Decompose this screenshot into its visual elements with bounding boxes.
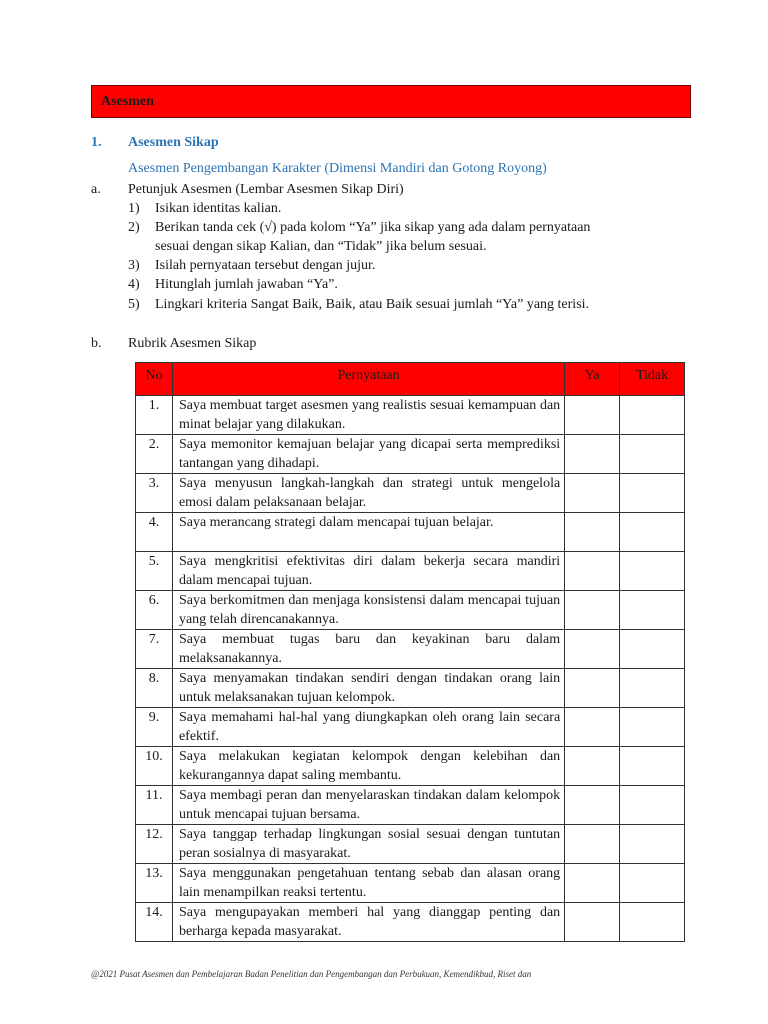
step-text: Isilah pernyataan tersebut dengan jujur.	[155, 258, 376, 273]
no-checkbox-cell[interactable]	[620, 747, 685, 786]
row-number: 10.	[136, 747, 173, 786]
step-text: Isikan identitas kalian.	[155, 201, 282, 216]
no-checkbox-cell[interactable]	[620, 591, 685, 630]
yes-checkbox-cell[interactable]	[565, 552, 620, 591]
yes-checkbox-cell[interactable]	[565, 786, 620, 825]
table-row	[136, 747, 685, 786]
table-row	[136, 396, 685, 435]
no-checkbox-cell[interactable]	[620, 474, 685, 513]
row-number: 4.	[136, 513, 173, 552]
table-row	[136, 591, 685, 630]
header-statement: Pernyataan	[172, 363, 564, 396]
row-statement: Saya memahami hal-hal yang diungkapkan oleh orang lain secara efektif.	[172, 708, 564, 747]
row-number: 13.	[136, 864, 173, 903]
row-number: 8.	[136, 669, 173, 708]
part-b-label: b.	[91, 336, 102, 351]
page-footer: @2021 Pusat Asesmen dan Pembelajaran Badan Penelitian dan Pengembangan dan Perbukuan, Kemendikbud, Riset dan	[91, 969, 532, 979]
step-number: 4)	[128, 277, 140, 292]
step-number: 1)	[128, 201, 140, 216]
part-b-title: Rubrik Asesmen Sikap	[128, 336, 257, 351]
attitude-rubric-table	[135, 362, 685, 942]
no-checkbox-cell[interactable]	[620, 786, 685, 825]
yes-checkbox-cell[interactable]	[565, 474, 620, 513]
table-row	[136, 474, 685, 513]
table-row	[136, 903, 685, 942]
row-statement: Saya membagi peran dan menyelaraskan tindakan dalam kelompok untuk mencapai tujuan bersama.	[172, 786, 564, 825]
table-row	[136, 552, 685, 591]
no-checkbox-cell[interactable]	[620, 864, 685, 903]
yes-checkbox-cell[interactable]	[565, 513, 620, 552]
no-checkbox-cell[interactable]	[620, 708, 685, 747]
row-number: 14.	[136, 903, 173, 942]
row-statement: Saya berkomitmen dan menjaga konsistensi dalam mencapai tujuan yang telah direncanakannya.	[172, 591, 564, 630]
header-yes: Ya	[565, 363, 620, 396]
step-number: 5)	[128, 297, 140, 312]
row-number: 1.	[136, 396, 173, 435]
row-statement: Saya tanggap terhadap lingkungan sosial sesuai dengan tuntutan peran sosialnya di masyarakat.	[172, 825, 564, 864]
step-text-continued: sesuai dengan sikap Kalian, dan “Tidak” jika belum sesuai.	[155, 239, 487, 254]
row-statement: Saya mengupayakan memberi hal yang dianggap penting dan berharga kepada masyarakat.	[172, 903, 564, 942]
table-row	[136, 669, 685, 708]
row-number: 3.	[136, 474, 173, 513]
no-checkbox-cell[interactable]	[620, 513, 685, 552]
row-number: 9.	[136, 708, 173, 747]
table-header-row	[136, 363, 685, 396]
no-checkbox-cell[interactable]	[620, 552, 685, 591]
row-statement: Saya menyusun langkah-langkah dan strategi untuk mengelola emosi dalam pelaksanaan belajar.	[172, 474, 564, 513]
step-text: Hitunglah jumlah jawaban “Ya”.	[155, 277, 338, 292]
part-a-label: a.	[91, 182, 101, 197]
yes-checkbox-cell[interactable]	[565, 708, 620, 747]
table-row	[136, 825, 685, 864]
table-row	[136, 864, 685, 903]
step-number: 3)	[128, 258, 140, 273]
yes-checkbox-cell[interactable]	[565, 591, 620, 630]
table-row	[136, 513, 685, 552]
yes-checkbox-cell[interactable]	[565, 435, 620, 474]
row-statement: Saya membuat tugas baru dan keyakinan baru dalam melaksanakannya.	[172, 630, 564, 669]
row-number: 6.	[136, 591, 173, 630]
table-row	[136, 435, 685, 474]
row-statement: Saya memonitor kemajuan belajar yang dicapai serta memprediksi tantangan yang dihadapi.	[172, 435, 564, 474]
section-title: Asesmen Sikap	[128, 135, 219, 150]
row-statement: Saya menggunakan pengetahuan tentang sebab dan alasan orang lain menampilkan reaksi tertentu.	[172, 864, 564, 903]
header-no: No	[136, 363, 173, 396]
no-checkbox-cell[interactable]	[620, 669, 685, 708]
row-number: 7.	[136, 630, 173, 669]
section-number: 1.	[91, 135, 102, 150]
yes-checkbox-cell[interactable]	[565, 396, 620, 435]
row-statement: Saya merancang strategi dalam mencapai tujuan belajar.	[172, 513, 564, 552]
no-checkbox-cell[interactable]	[620, 903, 685, 942]
yes-checkbox-cell[interactable]	[565, 864, 620, 903]
row-statement: Saya mengkritisi efektivitas diri dalam bekerja secara mandiri dalam mencapai tujuan.	[172, 552, 564, 591]
row-number: 11.	[136, 786, 173, 825]
row-number: 12.	[136, 825, 173, 864]
step-number: 2)	[128, 220, 140, 235]
table-row	[136, 630, 685, 669]
row-statement: Saya menyamakan tindakan sendiri dengan tindakan orang lain untuk melaksanakan tujuan kelompok.	[172, 669, 564, 708]
part-a-title: Petunjuk Asesmen (Lembar Asesmen Sikap Diri)	[128, 182, 404, 197]
table-row	[136, 786, 685, 825]
step-text: Lingkari kriteria Sangat Baik, Baik, atau Baik sesuai jumlah “Ya” yang terisi.	[155, 297, 590, 312]
yes-checkbox-cell[interactable]	[565, 669, 620, 708]
section-header-bar	[91, 85, 691, 118]
row-number: 2.	[136, 435, 173, 474]
header-no-answer: Tidak	[620, 363, 685, 396]
no-checkbox-cell[interactable]	[620, 396, 685, 435]
section-subtitle: Asesmen Pengembangan Karakter (Dimensi Mandiri dan Gotong Royong)	[128, 161, 547, 176]
yes-checkbox-cell[interactable]	[565, 903, 620, 942]
yes-checkbox-cell[interactable]	[565, 747, 620, 786]
row-number: 5.	[136, 552, 173, 591]
row-statement: Saya melakukan kegiatan kelompok dengan kelebihan dan kekurangannya dapat saling membantu.	[172, 747, 564, 786]
no-checkbox-cell[interactable]	[620, 435, 685, 474]
no-checkbox-cell[interactable]	[620, 825, 685, 864]
no-checkbox-cell[interactable]	[620, 630, 685, 669]
yes-checkbox-cell[interactable]	[565, 825, 620, 864]
yes-checkbox-cell[interactable]	[565, 630, 620, 669]
step-text: Berikan tanda cek (√) pada kolom “Ya” jika sikap yang ada dalam pernyataan	[155, 220, 591, 235]
section-header-title: Asesmen	[101, 94, 154, 109]
row-statement: Saya membuat target asesmen yang realistis sesuai kemampuan dan minat belajar yang dilakukan.	[172, 396, 564, 435]
table-row	[136, 708, 685, 747]
